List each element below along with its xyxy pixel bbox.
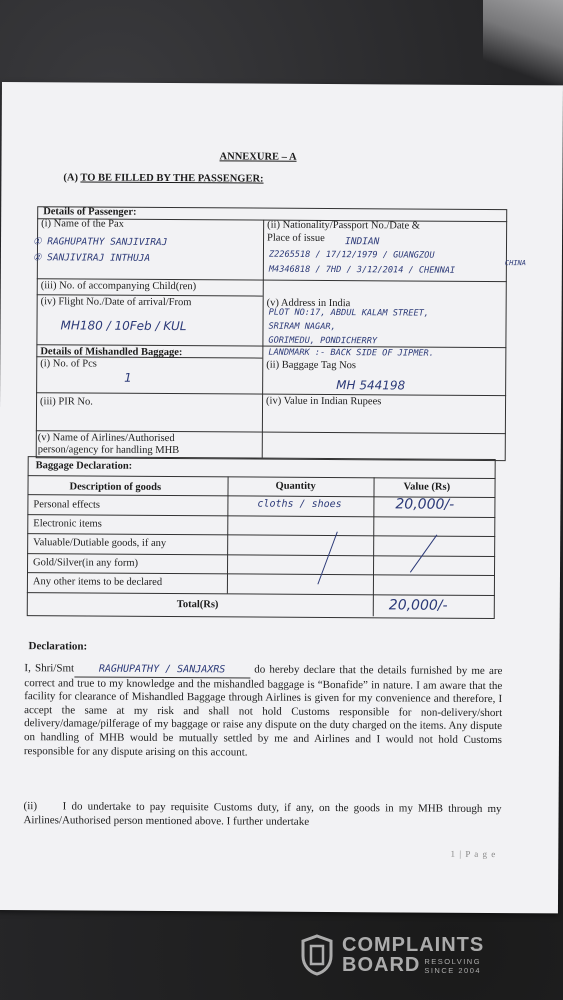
pcs-label: (i) No. of Pcs <box>40 358 97 370</box>
pax-name-value-2: ② SANJIVIRAJ INTHUJA <box>32 252 151 264</box>
annexure-title: ANNEXURE – A <box>219 151 297 163</box>
address-line-4: LANDMARK :- BACK SIDE OF JIPMER. <box>268 347 434 359</box>
passport-place-value: CHINA <box>504 259 527 268</box>
address-line-2: SRIRAM NAGAR, <box>268 321 336 333</box>
children-label: (iii) No. of accompanying Child(ren) <box>40 280 197 293</box>
undertaking-body: I do undertake to pay requisite Customs duty, if any, on the goods in my MHB through my Airlines/Authorised person mentioned above. I further undertake <box>23 800 502 828</box>
undertaking-number: (ii) <box>23 800 38 813</box>
tag-value: MH 544198 <box>336 378 406 393</box>
total-value: 20,000/- <box>388 597 448 614</box>
col-description-header: Description of goods <box>69 481 162 493</box>
total-label: Total(Rs) <box>176 599 219 611</box>
section-a-prefix: (A) <box>63 172 79 184</box>
declaration-body: do hereby declare that the details furnished by me are correct and true to my knowledge and the mishandled baggage is “Bonafide” in nature. I am aware that the facility for clearance of Mishandled Baggage through Airlines is given for my convenience and therefore, I accept the same at my risk and shall not hold Customs responsible for non-delivery/short delivery/damage/pilferage of my baggage or raise any dispute on the duty charged on the items. Any dispute on handling of MHB would be mutually settled by me and Airlines and I would not hold Customs responsible for any dispute arising on this account. <box>23 663 503 759</box>
declaration-paragraph <box>24 662 503 761</box>
nationality-label-2: Place of issue <box>267 232 325 244</box>
col-value-header: Value (Rs) <box>403 481 451 493</box>
watermark-tagline-2: SINCE 2004 <box>424 966 482 975</box>
page-number: 1 | P a g e <box>450 848 497 860</box>
mishandled-baggage-heading: Details of Mishandled Baggage: <box>40 346 183 359</box>
row-desc: Gold/Silver(in any form) <box>33 557 139 569</box>
passport-2-value: M4346818 / 7HD / 3/12/2014 / CHENNAI <box>268 264 456 276</box>
row-value: 20,000/- <box>395 496 455 513</box>
address-line-3: GORIMEDU, PONDICHERRY <box>268 335 378 347</box>
shield-logo-icon <box>300 934 334 976</box>
section-a-heading <box>63 172 263 184</box>
col-quantity-header: Quantity <box>275 480 316 492</box>
airline-label-1: (v) Name of Airlines/Authorised <box>37 432 175 445</box>
nationality-value: INDIAN <box>344 236 380 248</box>
tag-label: (ii) Baggage Tag Nos <box>266 359 357 372</box>
undertaking-paragraph <box>23 800 501 830</box>
row-desc: Personal effects <box>33 499 101 511</box>
row-desc: Valuable/Dutiable goods, if any <box>33 537 167 550</box>
declarant-name: RAGHUPATHY / SANJAXRS <box>98 663 226 676</box>
nationality-label-1: (ii) Nationality/Passport No./Date & <box>267 219 420 232</box>
row-desc: Any other items to be declared <box>32 576 163 588</box>
section-a-title: TO BE FILLED BY THE PASSENGER: <box>80 172 264 185</box>
row-qty: cloths / shoes <box>257 498 342 511</box>
light-glare <box>483 0 563 90</box>
declaration-heading: Declaration: <box>28 640 88 653</box>
flight-label: (iv) Flight No./Date of arrival/From <box>40 296 192 309</box>
declaration-prefix: I, Shri/Smt <box>24 662 75 675</box>
baggage-declaration-heading: Baggage Declaration: <box>35 460 133 472</box>
complaints-board-watermark <box>300 934 484 976</box>
pcs-value: 1 <box>124 370 132 385</box>
passport-value: Z2265518 / 17/12/1979 / GUANGZOU <box>268 249 435 261</box>
watermark-line-1: COMPLAINTS <box>342 934 485 956</box>
pir-label: (iii) PIR No. <box>40 396 93 408</box>
address-label: (v) Address in India <box>266 297 351 310</box>
details-of-passenger-heading: Details of Passenger: <box>43 206 137 218</box>
pax-name-value-1: ① RAGHUPATHY SANJIVIRAJ <box>32 236 168 249</box>
form-paper <box>0 82 563 913</box>
watermark-tagline-1: RESOLVING <box>424 957 482 966</box>
address-line-1: PLOT NO:17, ABDUL KALAM STREET, <box>268 307 430 319</box>
flight-value: MH180 / 10Feb / KUL <box>60 318 187 334</box>
watermark-line-2: BOARD <box>342 954 421 976</box>
value-inr-label: (iv) Value in Indian Rupees <box>266 395 382 408</box>
row-desc: Electronic items <box>33 518 102 530</box>
airline-label-2: person/agency for handling MHB <box>37 444 180 457</box>
pax-name-label: (i) Name of the Pax <box>41 218 124 230</box>
